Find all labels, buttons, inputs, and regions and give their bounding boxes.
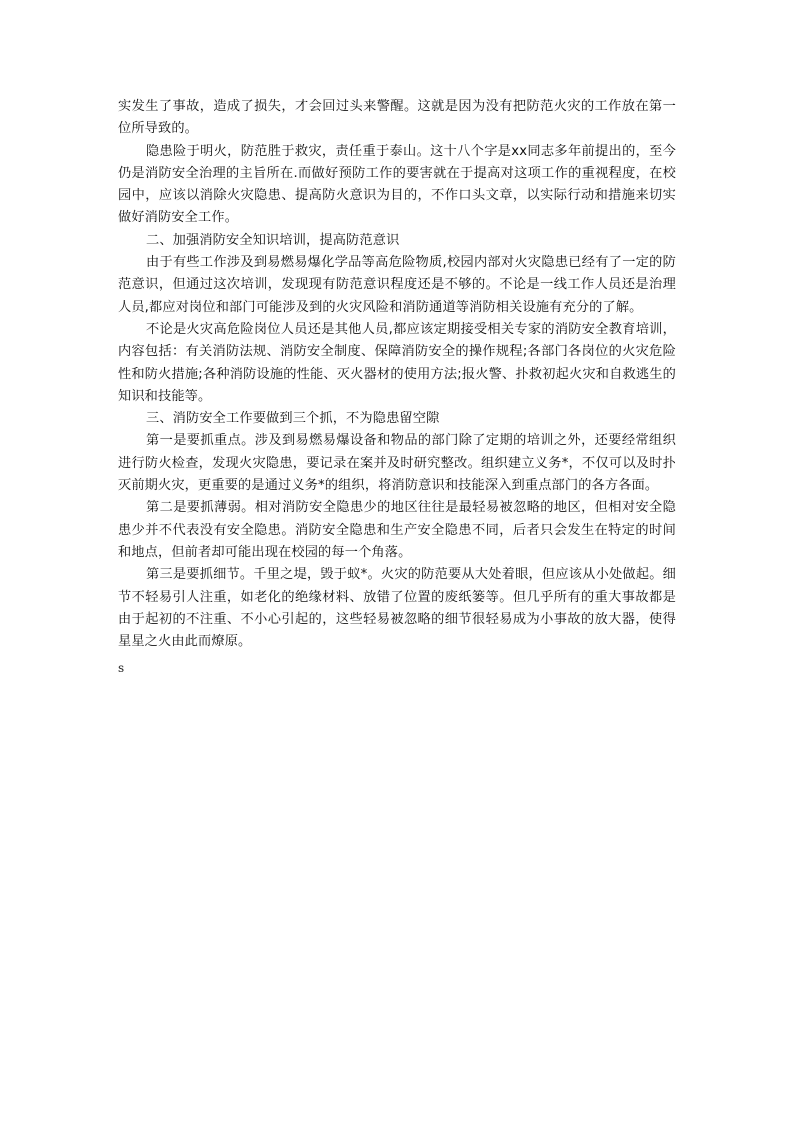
- paragraph-continuation: 实发生了事故，造成了损失，才会回过头来警醒。这就是因为没有把防范火灾的工作放在第一位所导致的。: [118, 99, 676, 137]
- section-heading-3: 三、消防安全工作要做到三个抓，不为隐患留空隙: [146, 411, 440, 427]
- paragraph-training-content: 不论是火灾高危险岗位人员还是其他人员,都应该定期接受相关专家的消防安全教育培训，内容包括：有关消防法规、消防安全制度、保障消防安全的操作规程;各部门各岗位的火灾危险性和防火措施;各种消防设施的性能、灭火器材的使用方法;报火警、扑救初起火灾和自救逃生的知识和技能等。: [118, 321, 676, 404]
- section-heading-2: 二、加强消防安全知识培训，提高防范意识: [146, 232, 400, 248]
- paragraph-focus-key-points: 第一是要抓重点。涉及到易燃易爆设备和物品的部门除了定期的培训之外，还要经常组织进行防火检查，发现火灾隐患，要记录在案并及时研究整改。组织建立义务*，不仅可以及时扑灭前期火灾，更重要的是通过义务*的组织，将消防意识和技能深入到重点部门的各方各面。: [118, 433, 676, 494]
- paragraph-prevention-principle: 隐患险于明火，防范胜于救灾，责任重于泰山。这十八个字是xx同志多年前提出的，至今仍是消防安全治理的主旨所在.而做好预防工作的要害就在于提高对这项工作的重视程度，在校园中，应该以消除火灾隐患、提高防火意识为目的，不作口头文章，以实际行动和措施来切实做好消防安全工作。: [118, 143, 676, 226]
- trailing-mark: s: [118, 661, 125, 675]
- paragraph-focus-details: 第三是要抓细节。千里之堤，毁于蚁*。火灾的防范要从大处着眼，但应该从小处做起。细节不轻易引人注重，如老化的绝缘材料、放错了位置的废纸篓等。但几乎所有的重大事故都是由于起初的不注重、不小心引起的，这些轻易被忽略的细节很轻易成为小事故的放大器，使得星星之火由此而燎原。: [118, 567, 676, 650]
- paragraph-training-awareness: 由于有些工作涉及到易燃易爆化学品等高危险物质,校园内部对火灾隐患已经有了一定的防范意识，但通过这次培训，发现现有防范意识程度还是不够的。不论是一线工作人员还是治理人员,都应对岗位和部门可能涉及到的火灾风险和消防通道等消防相关设施有充分的了解。: [118, 255, 676, 315]
- paragraph-focus-weak-areas: 第二是要抓薄弱。相对消防安全隐患少的地区往往是最轻易被忽略的地区，但相对安全隐患少并不代表没有安全隐患。消防安全隐患和生产安全隐患不同，后者只会发生在特定的时间和地点，但前者却可能出现在校园的每一个角落。: [118, 500, 676, 560]
- document-body: [118, 96, 676, 653]
